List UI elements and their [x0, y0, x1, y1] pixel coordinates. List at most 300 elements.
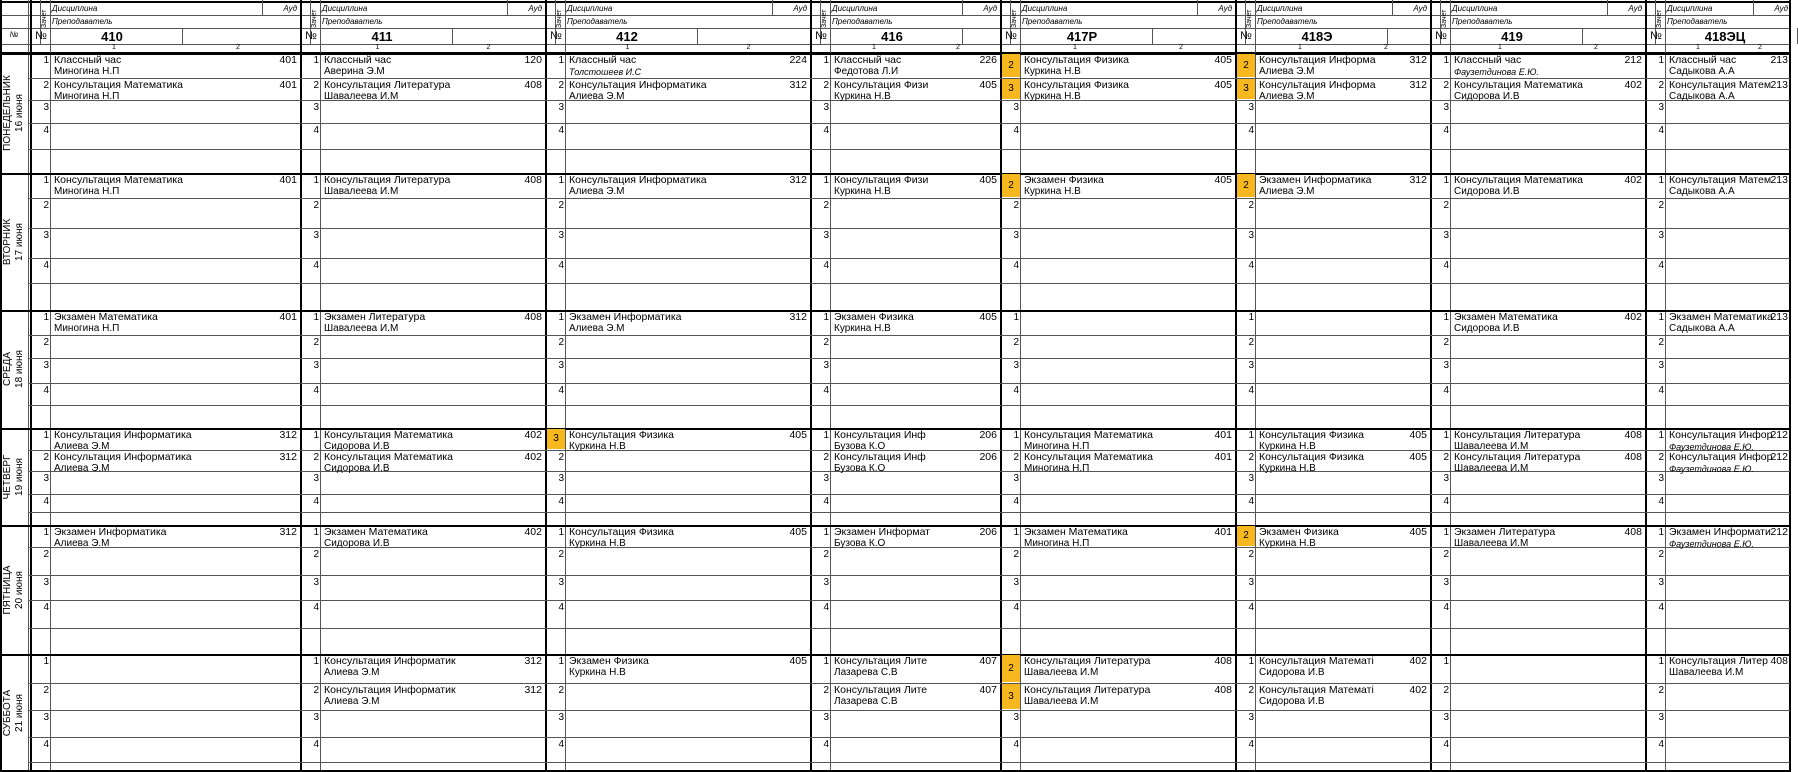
group-num-label: №: [1435, 30, 1447, 42]
day-weekday: СУББОТА: [2, 689, 13, 737]
lesson-teacher: Фаузетдинова Е.Ю.: [1669, 539, 1754, 549]
lesson-number: 2: [823, 337, 829, 348]
lesson-number: 4: [1658, 385, 1664, 396]
lesson-room: 226: [979, 54, 997, 66]
lesson-number: 3: [823, 577, 829, 588]
lesson-teacher: Фаузетдинова Е.Ю.: [1669, 464, 1754, 474]
lesson-subject[interactable]: Консультация Инф: [834, 451, 926, 463]
lesson-teacher: Алиева Э.М: [324, 696, 380, 707]
lesson-subject[interactable]: Экзамен Информатика: [569, 311, 682, 323]
lesson-room: 312: [789, 79, 807, 91]
lesson-subject[interactable]: Консультация Математика: [54, 79, 183, 91]
lesson-row-divider: [28, 737, 1790, 738]
lesson-subject[interactable]: Классный час: [1669, 54, 1737, 66]
lesson-number: 2: [43, 685, 49, 696]
lesson-number: 3: [1658, 473, 1664, 484]
lesson-room: 402: [1409, 684, 1427, 696]
lesson-subject[interactable]: Консультация Физика: [1259, 429, 1365, 441]
lesson-subject[interactable]: Консультация Математика: [54, 174, 183, 186]
lesson-teacher: Лазарева С.В: [834, 696, 898, 707]
lesson-room: 312: [279, 451, 297, 463]
lesson-number: 3: [1658, 230, 1664, 241]
lesson-room: 408: [1624, 451, 1642, 463]
lesson-row-divider: [28, 405, 1790, 406]
lesson-number: 3: [1443, 473, 1449, 484]
lesson-subject[interactable]: Классный час: [1454, 54, 1522, 66]
lesson-number: 3: [43, 577, 49, 588]
credit-col-header: Зачет: [556, 9, 563, 28]
subcol-1-label: 1: [1498, 44, 1502, 51]
lesson-number: 2: [1248, 337, 1254, 348]
num-col-divider: [1450, 0, 1451, 772]
day-label: [0, 428, 28, 525]
lesson-room: 405: [979, 174, 997, 186]
lesson-subject[interactable]: Консультация Математі: [1259, 655, 1374, 667]
group-name: 417Р: [1066, 29, 1098, 44]
room-header: Ауд: [793, 4, 807, 13]
lesson-room: 405: [789, 429, 807, 441]
lesson-number: 3: [558, 473, 564, 484]
lesson-subject[interactable]: Экзамен Математика: [1669, 311, 1773, 323]
room-header: Ауд: [1774, 4, 1788, 13]
num-col-divider: [1255, 0, 1256, 772]
lesson-number: 3: [43, 102, 49, 113]
teacher-header: Преподаватель: [322, 17, 383, 26]
lesson-room: 401: [279, 54, 297, 66]
lesson-subject[interactable]: Консультация Математика: [324, 429, 453, 441]
teacher-header: Преподаватель: [832, 17, 893, 26]
group-name-divider: [452, 28, 453, 44]
lesson-room: 407: [979, 655, 997, 667]
lesson-teacher: Сидорова И.В: [1454, 91, 1520, 102]
lesson-teacher: Куркина Н.В: [834, 323, 891, 334]
lesson-teacher: Сидорова И.В: [1454, 323, 1520, 334]
lesson-number: 2: [1013, 549, 1019, 560]
highlight-marker: 2: [1002, 174, 1020, 197]
lesson-number: 1: [43, 55, 49, 66]
lesson-number: 3: [1013, 473, 1019, 484]
lesson-number: 1: [313, 527, 319, 538]
lesson-subject[interactable]: Консультация Математика: [1454, 79, 1583, 91]
discipline-header: Дисциплина: [1022, 4, 1068, 13]
num-col-divider: [565, 0, 566, 772]
lesson-teacher: Куркина Н.В: [1259, 538, 1316, 549]
lesson-number: 4: [1248, 496, 1254, 507]
lesson-teacher: Шавалеева И.М: [1454, 538, 1529, 549]
lesson-subject[interactable]: Консультация Информатик: [324, 655, 456, 667]
lesson-number: 4: [43, 602, 49, 613]
lesson-room: 401: [1214, 429, 1232, 441]
lesson-number: 2: [823, 452, 829, 463]
day-label: [0, 310, 28, 428]
lesson-room: 312: [789, 174, 807, 186]
lesson-number: 2: [1443, 80, 1449, 91]
lesson-teacher: Сидорова И.В: [1454, 186, 1520, 197]
day-date: 16 июня: [14, 94, 25, 132]
lesson-room: 312: [789, 311, 807, 323]
lesson-number: 4: [1443, 125, 1449, 136]
lesson-number: 2: [313, 685, 319, 696]
subcol-1-label: 1: [112, 44, 116, 51]
lesson-number: 2: [313, 337, 319, 348]
lesson-row-divider: [28, 710, 1790, 711]
lesson-room: 402: [1624, 174, 1642, 186]
room-header: Ауд: [983, 4, 997, 13]
lesson-number: 1: [1658, 312, 1664, 323]
lesson-row-divider: [28, 512, 1790, 513]
lesson-number: 3: [1443, 577, 1449, 588]
lesson-teacher: Куркина Н.В: [569, 667, 626, 678]
lesson-subject[interactable]: Консультация Литература: [324, 79, 451, 91]
lesson-room: 224: [789, 54, 807, 66]
lesson-subject[interactable]: Консультация Информатика: [54, 429, 192, 441]
lesson-number: 3: [823, 712, 829, 723]
day-date: 19 июня: [14, 457, 25, 496]
subcol-1-label: 1: [375, 44, 380, 51]
lesson-number: 2: [1443, 549, 1449, 560]
lesson-teacher: Сидорова И.В: [324, 538, 390, 549]
lesson-subject[interactable]: Консультация Физика: [1024, 79, 1130, 91]
highlight-marker: 2: [1237, 526, 1255, 546]
lesson-room: 405: [1214, 174, 1232, 186]
lesson-number: 3: [823, 360, 829, 371]
room-col-divider: [1753, 0, 1754, 15]
room-col-divider: [262, 0, 263, 15]
lesson-room: 206: [979, 429, 997, 441]
lesson-subject[interactable]: Экзамен Математика: [324, 526, 428, 538]
lesson-subject[interactable]: Экзамен Физика: [1259, 526, 1339, 538]
lesson-subject[interactable]: Консультация Физика: [1024, 54, 1130, 66]
room-col-divider: [1197, 0, 1198, 15]
num-col-divider: [830, 0, 831, 772]
subcol-1-label: 1: [1298, 44, 1302, 51]
lesson-number: 3: [43, 473, 49, 484]
teacher-header: Преподаватель: [1022, 17, 1083, 26]
lesson-number: 1: [1658, 656, 1664, 667]
group-num-label: №: [550, 30, 562, 42]
lesson-teacher: Бузова К.О: [834, 538, 886, 549]
lesson-teacher: Куркина Н.В: [1259, 463, 1316, 474]
lesson-number: 2: [1248, 200, 1254, 211]
lesson-number: 3: [1248, 102, 1254, 113]
lesson-number: 3: [823, 473, 829, 484]
lesson-number: 2: [43, 337, 49, 348]
lesson-number: 2: [313, 200, 319, 211]
credit-col-header: Зачет: [311, 9, 318, 28]
discipline-header: Дисциплина: [1667, 4, 1713, 13]
group-name-divider: [1152, 28, 1153, 44]
lesson-subject[interactable]: Консультация Информа: [1259, 79, 1376, 91]
discipline-header: Дисциплина: [52, 4, 98, 13]
lesson-subject[interactable]: Экзамен Информат: [834, 526, 930, 538]
teacher-header: Преподаватель: [1452, 17, 1513, 26]
day-name: [2, 565, 26, 614]
lesson-number: 1: [558, 55, 564, 66]
lesson-room: 408: [524, 79, 542, 91]
lesson-teacher: Миногина Н.П: [1024, 538, 1090, 549]
lesson-number: 3: [313, 230, 319, 241]
lesson-number: 1: [823, 175, 829, 186]
discipline-header: Дисциплина: [567, 4, 613, 13]
lesson-teacher: Бузова К.О: [834, 441, 886, 452]
room-col-divider: [772, 0, 773, 15]
lesson-subject[interactable]: Консультация Матем: [1669, 174, 1772, 186]
lesson-number: 3: [313, 577, 319, 588]
lesson-subject[interactable]: Экзамен Физика: [569, 655, 649, 667]
lesson-subject[interactable]: Классный час: [324, 54, 392, 66]
lesson-number: 2: [1443, 452, 1449, 463]
lesson-number: 4: [1658, 602, 1664, 613]
lesson-number: 3: [1658, 360, 1664, 371]
right-border: [1789, 0, 1791, 772]
num-col-divider: [1665, 0, 1666, 772]
lesson-room: 402: [524, 429, 542, 441]
group-name: 410: [101, 29, 123, 44]
lesson-number: 1: [313, 175, 319, 186]
lesson-number: 4: [1443, 602, 1449, 613]
group-name-divider: [962, 28, 963, 44]
lesson-number: 3: [1443, 230, 1449, 241]
lesson-number: 3: [43, 230, 49, 241]
day-weekday: ПЯТНИЦА: [2, 565, 13, 614]
group-num-label: №: [815, 30, 827, 42]
lesson-subject[interactable]: Консультация Физика: [569, 429, 675, 441]
lesson-number: 1: [823, 55, 829, 66]
lesson-subject[interactable]: Экзамен Математика: [1454, 311, 1558, 323]
lesson-subject[interactable]: Экзамен Информатика: [54, 526, 167, 538]
day-label: [0, 53, 28, 173]
lesson-number: 4: [313, 125, 319, 136]
lesson-number: 3: [1248, 473, 1254, 484]
lesson-teacher: Шавалеева И.М: [1454, 463, 1529, 474]
lesson-number: 1: [558, 175, 564, 186]
subcol-1-label: 1: [872, 44, 876, 51]
lesson-teacher: Фаузетдинова Е.Ю.: [1669, 442, 1754, 452]
lesson-subject[interactable]: Консультация Математика: [1454, 174, 1583, 186]
lesson-room: 401: [1214, 451, 1232, 463]
lesson-room: 312: [1409, 54, 1427, 66]
lesson-room: 212: [1770, 526, 1788, 538]
lesson-number: 4: [313, 496, 319, 507]
lesson-teacher: Куркина Н.В: [1024, 91, 1081, 102]
lesson-number: 4: [1013, 602, 1019, 613]
lesson-room: 312: [524, 684, 542, 696]
group-name: 412: [616, 29, 638, 44]
lesson-subject[interactable]: Консультация Лите: [834, 655, 928, 667]
lesson-teacher: Лазарева С.В: [834, 667, 898, 678]
lesson-number: 1: [1443, 55, 1449, 66]
lesson-subject[interactable]: Классный час: [569, 54, 637, 66]
lesson-room: 405: [789, 526, 807, 538]
lesson-row-divider: [28, 383, 1790, 384]
lesson-number: 3: [313, 473, 319, 484]
group-num-label: №: [1005, 30, 1017, 42]
lesson-subject[interactable]: Консультация Математика: [1024, 429, 1153, 441]
lesson-row-divider: [28, 358, 1790, 359]
lesson-teacher: Куркина Н.В: [569, 441, 626, 452]
lesson-teacher: Миногина Н.П: [1024, 441, 1090, 452]
lesson-subject[interactable]: Консультация Информатик: [324, 684, 456, 696]
lesson-number: 3: [313, 102, 319, 113]
lesson-number: 1: [1248, 656, 1254, 667]
day-name: [2, 454, 26, 499]
lesson-room: 212: [1770, 451, 1788, 463]
lesson-subject[interactable]: Консультация Литература: [1454, 451, 1581, 463]
lesson-room: 408: [524, 311, 542, 323]
lesson-subject[interactable]: Консультация Лите: [834, 684, 928, 696]
lesson-number: 2: [823, 80, 829, 91]
lesson-number: 1: [558, 527, 564, 538]
lesson-subject[interactable]: Консультация Информатика: [569, 174, 707, 186]
lesson-teacher: Толстошеев И.С: [569, 67, 642, 77]
lesson-subject[interactable]: Экзамен Математика: [54, 311, 158, 323]
subcol-2-label: 2: [956, 44, 960, 51]
lesson-teacher: Шавалеева И.М: [324, 91, 399, 102]
lesson-number: 3: [1248, 577, 1254, 588]
highlight-marker: 2: [1237, 54, 1255, 77]
lesson-subject[interactable]: Консультация Информа: [1259, 54, 1376, 66]
lesson-room: 213: [1770, 311, 1788, 323]
lesson-teacher: Куркина Н.В: [834, 91, 891, 102]
lesson-number: 2: [43, 80, 49, 91]
day-name: [2, 350, 26, 388]
lesson-subject[interactable]: Экзамен Физика: [834, 311, 914, 323]
lesson-number: 3: [1658, 577, 1664, 588]
lesson-room: 213: [1770, 79, 1788, 91]
day-name: [2, 75, 26, 151]
lesson-subject[interactable]: Консультация Математика: [1024, 451, 1153, 463]
lesson-room: 408: [524, 174, 542, 186]
lesson-subject[interactable]: Консультация Информатика: [54, 451, 192, 463]
credit-col-header: Зачет: [821, 9, 828, 28]
lesson-number: 3: [1013, 360, 1019, 371]
group-name: 411: [371, 29, 393, 44]
lesson-subject[interactable]: Классный час: [54, 54, 122, 66]
lesson-number: 1: [558, 656, 564, 667]
lesson-number: 2: [558, 80, 564, 91]
group-name: 418Э: [1301, 29, 1333, 44]
day-name: [2, 218, 26, 264]
highlight-marker: 3: [547, 429, 565, 449]
lesson-subject[interactable]: Экзамен Математика: [1024, 526, 1128, 538]
lesson-subject[interactable]: Консультация Физика: [569, 526, 675, 538]
lesson-room: 213: [1770, 54, 1788, 66]
lesson-subject[interactable]: Консультация Инфор: [1669, 451, 1773, 463]
lesson-teacher: Миногина Н.П: [54, 66, 120, 77]
lesson-number: 2: [313, 80, 319, 91]
lesson-teacher: Алиева Э.М: [1259, 66, 1315, 77]
day-date: 20 июня: [14, 570, 25, 609]
lesson-teacher: Миногина Н.П: [54, 91, 120, 102]
lesson-subject[interactable]: Консультация Литература: [324, 174, 451, 186]
lesson-subject[interactable]: Консультация Информатика: [569, 79, 707, 91]
discipline-header: Дисциплина: [1452, 4, 1498, 13]
lesson-room: 405: [979, 311, 997, 323]
lesson-subject[interactable]: Консультация Литер: [1669, 655, 1768, 667]
lesson-room: 405: [979, 79, 997, 91]
lesson-subject[interactable]: Консультация Физи: [834, 174, 929, 186]
lesson-number: 3: [313, 360, 319, 371]
lesson-number: 4: [823, 496, 829, 507]
lesson-number: 4: [1013, 260, 1019, 271]
room-col-divider: [1392, 0, 1393, 15]
lesson-subject[interactable]: Экзамен Литература: [324, 311, 426, 323]
lesson-number: 1: [1443, 312, 1449, 323]
lesson-number: 2: [1248, 549, 1254, 560]
lesson-row-divider: [28, 283, 1790, 284]
lesson-number: 1: [1013, 312, 1019, 323]
lesson-row-divider: [28, 123, 1790, 124]
lesson-subject[interactable]: Консультация Литература: [1024, 684, 1151, 696]
lesson-number: 4: [1248, 739, 1254, 750]
lesson-subject[interactable]: Экзамен Литература: [1454, 526, 1556, 538]
lesson-number: 2: [1443, 685, 1449, 696]
lesson-subject[interactable]: Консультация Матем: [1669, 79, 1772, 91]
day-date: 18 июня: [14, 350, 25, 388]
credit-col-header: Зачет: [1656, 9, 1663, 28]
lesson-number: 4: [1443, 260, 1449, 271]
lesson-number: 1: [823, 527, 829, 538]
lesson-number: 3: [1013, 577, 1019, 588]
lesson-teacher: Куркина Н.В: [1024, 66, 1081, 77]
room-header: Ауд: [528, 4, 542, 13]
lesson-number: 4: [1013, 125, 1019, 136]
lesson-number: 1: [43, 175, 49, 186]
lesson-number: 2: [43, 549, 49, 560]
lesson-number: 1: [1443, 430, 1449, 441]
subcol-1-label: 1: [1696, 44, 1700, 51]
lesson-teacher: Сидорова И.В: [1259, 667, 1325, 678]
lesson-subject[interactable]: Консультация Инф: [834, 429, 926, 441]
lesson-subject[interactable]: Консультация Физика: [1259, 451, 1365, 463]
subcol-2-label: 2: [1179, 44, 1183, 51]
credit-col-header: Зачет: [1441, 9, 1448, 28]
lesson-subject[interactable]: Экзамен Информатика: [1259, 174, 1372, 186]
highlight-marker: 3: [1237, 79, 1255, 99]
lesson-teacher: Садыкова А.А: [1669, 66, 1735, 77]
lesson-teacher: Алиева Э.М: [54, 463, 110, 474]
subcol-2-label: 2: [236, 44, 240, 51]
lesson-number: 1: [1443, 175, 1449, 186]
lesson-subject[interactable]: Консультация Математика: [324, 451, 453, 463]
lesson-number: 4: [313, 260, 319, 271]
lesson-number: 4: [1658, 739, 1664, 750]
lesson-subject[interactable]: Консультация Математі: [1259, 684, 1374, 696]
lesson-subject[interactable]: Классный час: [834, 54, 902, 66]
lesson-row-divider: [28, 600, 1790, 601]
lesson-number: 4: [1443, 496, 1449, 507]
lesson-number: 3: [558, 102, 564, 113]
lesson-teacher: Шавалеева И.М: [1024, 667, 1099, 678]
lesson-subject[interactable]: Консультация Инфор: [1669, 429, 1773, 441]
lesson-number: 1: [1658, 430, 1664, 441]
lesson-number: 1: [313, 312, 319, 323]
lesson-number: 4: [1248, 125, 1254, 136]
lesson-subject[interactable]: Экзамен Физика: [1024, 174, 1104, 186]
lesson-room: 408: [1770, 655, 1788, 667]
lesson-teacher: Шавалеева И.М: [1669, 667, 1744, 678]
lesson-number: 4: [1013, 385, 1019, 396]
credit-col-header: Зачет: [1011, 9, 1018, 28]
lesson-number: 4: [1248, 385, 1254, 396]
lesson-subject[interactable]: Консультация Литература: [1454, 429, 1581, 441]
lesson-subject[interactable]: Экзамен Информати: [1669, 526, 1771, 538]
room-col-divider: [1607, 0, 1608, 15]
lesson-subject[interactable]: Консультация Литература: [1024, 655, 1151, 667]
lesson-subject[interactable]: Консультация Физи: [834, 79, 929, 91]
lesson-teacher: Шавалеева И.М: [1024, 696, 1099, 707]
lesson-number: 2: [1658, 200, 1664, 211]
